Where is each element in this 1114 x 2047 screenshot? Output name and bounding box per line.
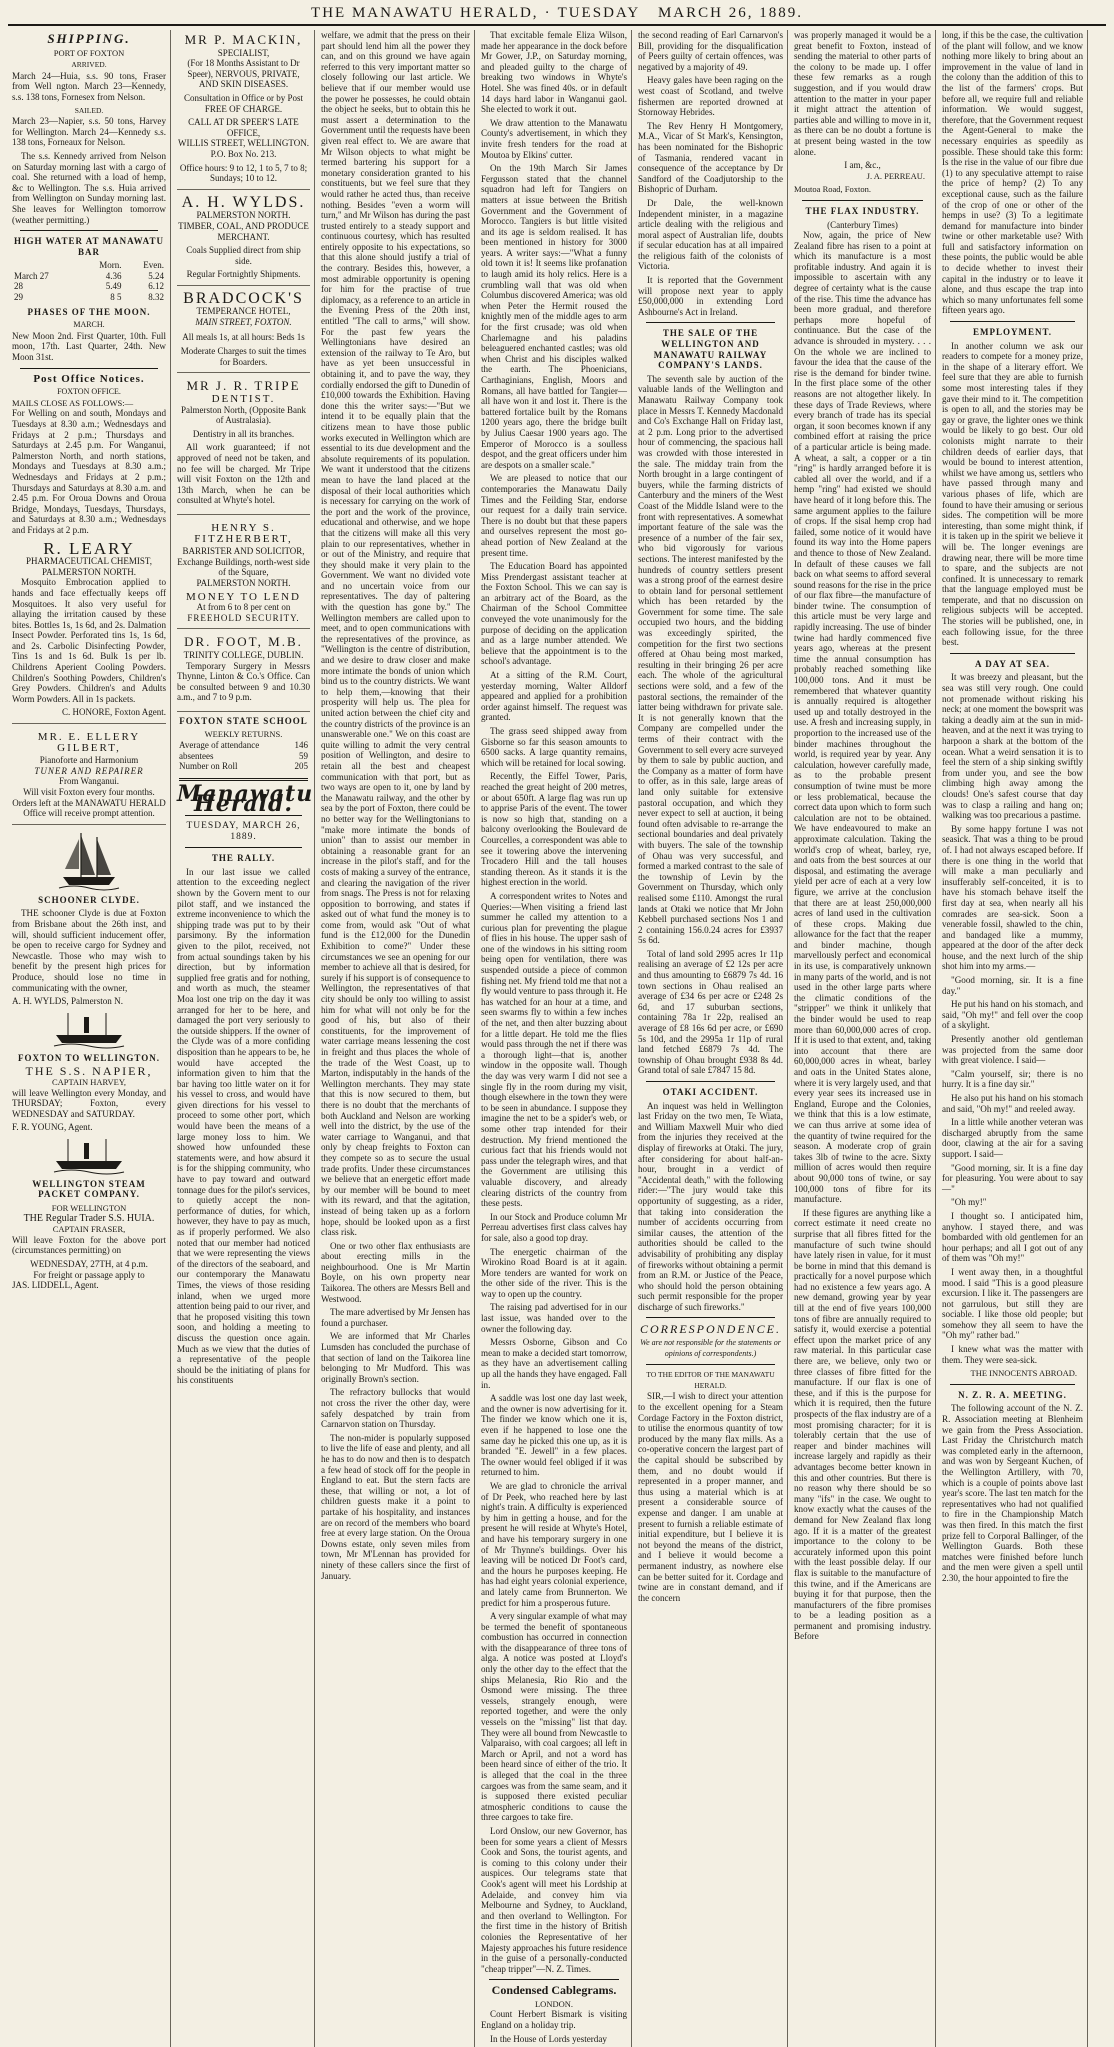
local-item: The non-mider is popularly supposed to live the life of ease and plenty, and all he has to do now and then is to despatch a few head of stock off for the people in England to eat. But the stern facts are these, that willing or not, a lot of children guests make it a point to partake of his hospitality, and instances are on record of the members who board free at every large station. On the Oroua Downs estate, only seven miles from town, Mr M'Lennan has provided for ninety of these callers since the first of January. xyxy=(321,1432,470,1581)
foot-text: Temporary Surgery in Messrs Thynne, Linton & Co.'s Office. Can be consulted between 9 and 10.30 a.m., and 7 to 9 p.m. xyxy=(177,660,310,703)
local-item: The refractory bullocks that would not cross the river the other day, were safely despatched by train from Carnarvon station on Thursday. xyxy=(321,1387,470,1430)
leary-agent: C. HONORE, Foxton Agent. xyxy=(61,707,166,718)
column-6 xyxy=(790,30,936,2047)
wsp-ship: THE Regular Trader S.S. HUIA. xyxy=(23,1212,155,1224)
tide-cell: 29 xyxy=(14,292,23,303)
steamer-illustration xyxy=(54,1011,124,1049)
wylds-place: PALMERSTON NORTH. xyxy=(196,210,291,221)
newspaper-title: THE MANAWATU HERALD, xyxy=(311,4,539,21)
shipping-heading: SHIPPING. xyxy=(47,31,131,46)
ad-foot xyxy=(177,632,310,712)
sea-paragraph: It was breezy and pleasant, but the sea was still very rough. One could not promenade without risking his neck; at one moment the bowsprit was taking a deadly aim at the sun in mid-heaven, and at the next it was trying to harpoon a shark at the bottom of the ocean. What a weird sensation it is to feel the stern of a ship sinking swiftly from under you, and see the bow climbing high away among the clouds! One's safest course that day was to clasp a railing and hang on; walking was too precarious a pastime. xyxy=(942,672,1083,821)
post-office-heading: Post Office Notices. xyxy=(33,372,145,385)
tide-cell: 4.36 xyxy=(105,270,122,281)
clyde-text: THE schooner Clyde is due at Foxton from Brisbane about the 26th inst, and will, should sufficient inducement offer, be open to receive cargo for Sydney and Newcastle. Those who may wish to benefit by the present high prices for Produce, should lose no time in communicating with the owner, xyxy=(12,908,166,993)
school-row xyxy=(177,751,310,762)
divider xyxy=(20,368,158,369)
tide-cell: 5.49 xyxy=(105,281,122,292)
sea-paragraph: "Calm yourself, sir; there is no hurry. It is a fine day sir." xyxy=(942,1068,1083,1090)
mackin-hours: Office hours: 9 to 12, 1 to 5, 7 to 8; Sundays; 10 to 12. xyxy=(179,162,308,184)
tripe-name: MR J. R. TRIPE xyxy=(186,378,301,394)
tide-row xyxy=(12,292,166,303)
rally-heading: THE RALLY. xyxy=(211,853,276,864)
bradcock-meals: All meals 1s, at all hours: Beds 1s xyxy=(182,331,305,342)
gilbert-orders: Orders left at the MANAWATU HERALD Office will receive prompt attention. xyxy=(12,797,166,819)
local-item: Messrs Osborne, Gibson and Co mean to make a decided start tomorrow, as they have an advertisement calling up all the hands they have engaged. Fall in. xyxy=(481,1337,627,1390)
column-7 xyxy=(938,30,1088,2047)
leary-text: Mosquito Embrocation applied to hands and face effectually keeps off Mosquitoes. It also very useful for allaying the irritation caused by these bites. Bottles 1s, 1s 6d, and 2s. Dalmation Insect Powder. Perforated tins 1s, 1s 6d, and 2s. Carbolic Disinfecting Powder, Tins 1s and 1s 6d. Bulk 1s per lb. Childrens Aperient Cooling Powders. Children's Soothing Powders, Children's Grey Powders. Children's and Adults Worm Powders. All in 1s packets. xyxy=(12,577,166,704)
local-item: Lord Onslow, our new Governor, has been for some years a client of Messrs Cook and Sons, the tourist agents, and is coming to this colony under their auspices. Our telegrams state that Cook's agent will meet his Lordship at Adelaide, and convey him via Melbourne and Sydney, to Auckland, and then overland to Wellington. For the first time in the history of British colonies the Representative of her Majesty approaches his future residence in the guise of a personally-conducted "cheap tripper"—N. Z. Times. xyxy=(481,1825,627,1974)
moon-phases-heading: PHASES OF THE MOON. xyxy=(27,306,151,317)
divider xyxy=(185,847,302,848)
wsp-text: Will leave Foxton for the above port (circumstances permitting) on xyxy=(12,1234,166,1256)
cablegram-item: It is reported that the Government will propose next year to apply £50,000,000 in extending Lord Ashbourne's Act in Ireland. xyxy=(638,275,783,317)
divider xyxy=(646,1081,775,1082)
school-heading: FOXTON STATE SCHOOL xyxy=(179,715,308,726)
flax-paragraph: If these figures are anything like a correct estimate it need create no surprise that all fibres fitted for the manufacture of such twine should have lately risen in value, for it must be borne in mind that this demand is practically for a novel purpose which had no existence a few years ago. A new demand, growing year by year till at the end of five years 100,000 tons of fibre are annually required to satisfy it, would exercise a potential effect upon the market price of any raw material. In this particular case there are, we believe, only two or three classes of fibre fitted for the manufacture. If our flax is one of these, and if this is the purpose for which it is required, then the future prospects of the flax industry are of a most promising character; for it is tolerably certain that the use of reaper and binder machines will increase largely and rapidly as their advantages become better known in this and other countries. But there is no reason why there should be so many "ifs" in the case. We ought to know exactly what the causes of the demand for New Zealand flax long ago. If it is a matter of the greatest importance to the colony to be accurately informed upon this point with the least possible delay. If our flax is suitable to the manufacture of this twine, and if the Americans are buying it for that purpose, then the manufacturers of the fibre promises to be a leading position as a permanent and promising industry. Before xyxy=(794,1207,931,1642)
wylds-coal: Coals Supplied direct from ship side. xyxy=(186,245,301,266)
rally-continued: welfare, we admit that the press on their part should lend him all the power they can, and on this ground we have again referred to this very important matter so closely following our last article. We believe that if our member would use the power he possesses, he could obtain the object he seeks, but to obtain this he must assert a determination to the Government until the requests have been given real effect to. We are aware that Mr Wilson objects to what might be termed bartering his support for a monetary consideration granted to his constituents, but we feel sure that they would rather he acted thus, than receive nothing. Besides "even a worm will turn," and Mr Wilson has during the past trusted entirely to a steady support and continuous courtesy, which has resulted entirely opposite to his expectations, so that this alone should justify a trial of the contrary. Besides this, however, a most admirable opportunity is opening for him for the practise of true diplomacy, as a reference to an article in the Evening Press of the 20th inst, entitled "The call to arms," will show. For the past few years the Wellingtonians have desired an extension of the railway to Te Aro, but have as yet been unsuccessful in obtaining it, and to pave the way, they cordially endorsed the gift to Dunedin of £10,000 towards the Exhibition. Having done this the writer says:—"But we intend it to be equally plain that the citizens mean to have those public works executed in Wellington which are essential to its due development and the absolute requirements of its population. We want it understood that the citizens mean to have the land placed at the disposal of their local authorities which is necessary for carrying on the work of the port and the work of the province, educational and otherwise, and we hope that the citizens will make all this very plain to our representatives, whether in or out of the Ministry, and require that they should make it very plain to the Government. We want no divided vote and no uncertain voice from our representatives. The day of paltering with the question has gone by." The Wellington members are called upon to meet, and to open communications with the representatives of the province, as "Wellington is the centre of distribution, and we desire to draw closer and make more intimate the bonds of union which bind us to the country districts. We want to help them,—knowing that their prosperity will help us. The plea for united action between the chief city and the country districts of the province is an unanswerable one." We on this coast are quite willing to admit the very central position of Wellington, and desire to retain all the best and cheapest communication with that port, but as two ways are open to it, one by land by the Manawatu railway, and the other by sea by the port of Foxton, there could be no better way for the Wellingtonians to "make more intimate the bonds of union" than to assist our member in obtaining a reasonable grant for an increase in the pilot's staff, and for the costs of making a survey of the entrance, and clearing the navigation of the river from snags. The Press is not for relaxing opposition to borrowing, and states if asked out of what fund the money is to come from, would ask "Out of what fund is the £12,000 for the Dunedin Exhibition to come?" Under these circumstances we see an opening for our member to achieve all that is desired, for surely if his support is of consequence to Wellington, the representatives of that city should be only too willing to assist him for what will not only be for the good of his, but also of their constituents, for the improvement of water carriage means lessening the cost in freight and thus places the whole of the trade of the West Coast, up to Marton, indisputably in the hands of the Wellington merchants. They may state that this is now secured to them, but there is no doubt that the merchants of both Auckland and Nelson are working well into the district, by the use of the water carriage to Wanganui, and that only by cheap freights to Foxton can they compete so as to secure the usual trade profits. Under these circumstances we believe that an energetic effort made by our member will be bound to meet with its reward, and that the agitation, instead of being taken up as a forlorn hope, should be looked upon as a first class risk. xyxy=(321,30,470,1238)
flax-source: (Canterbury Times) xyxy=(827,219,898,230)
cablegram-item: The Rev Henry H Montgomery, M.A., Vicar of St Mark's, Kensington, has been nominated for the Bishopric of Tasmania, rendered vacant in consequence of the acceptance by Dr Sandford of the Coadjutorship to the Bishopric of Durham. xyxy=(638,120,783,195)
local-item: The mare advertised by Mr Jensen has found a purchaser. xyxy=(321,1307,470,1328)
napier-heading: FOXTON TO WELLINGTON. xyxy=(18,1052,160,1063)
cablegram-item: Dr Dale, the well-known Independent minister, in a magazine article dealing with the religious and moral aspect of Australian life, doubts if secular education has at all impaired the religious faith of the colonists of Victoria. xyxy=(638,197,783,272)
local-item: We are pleased to notice that our contemporaries the Manawatu Daily Times and the Feilding Star, endorse our request for a daily train service. There is no doubt but that these papers and ourselves represent the most go-ahead portion of New Zealand at the present time. xyxy=(481,473,627,558)
cablegrams-heading: Condensed Cablegrams. xyxy=(491,1983,617,1998)
divider xyxy=(489,1979,619,1980)
masthead-day: TUESDAY xyxy=(557,4,641,21)
freehold-security: FREEHOLD SECURITY. xyxy=(187,612,300,623)
foot-name: DR. FOOT, M.B. xyxy=(184,634,303,650)
ad-fitzherbert xyxy=(177,518,310,629)
tide-header-cell xyxy=(12,260,78,271)
divider xyxy=(20,230,158,231)
wsp-for: FOR WELLINGTON xyxy=(51,1203,127,1214)
ad-gilbert xyxy=(12,727,166,825)
railway-sale-paragraph: The seventh sale by auction of the valuable lands of the Wellington and Manawatu Railway Company took place in Messrs T. Kennedy Macdonald and Co's Exchange Hall on Friday last, at 2 p.m. Long prior to the advertised hour of commencing, the spacious hall was crowded with those interested in the sale. The midday train from the North brought in a large contingent of buyers, while the farming districts of Canterbury and the miners of the West Coast of the Middle Island were to the front with representatives. A somewhat important feature of the sale was the presence of a number of the fair sex, who bid vigorously for various sections. The interest manifested by the hundreds of country settlers present was a strong proof of the earnest desire to obtain land for personal settlement which has been retarded by the Government for some time. The sale occupied two hours, and the bidding was exceedingly spirited, the competition for the first two sections offered at Ohau being most marked, resulting in their bringing 26 per acre each. The whole of the agricultural sections were sold, and a few of the pastoral sections, the remainder of the latter being withdrawn for private sale. It is not generally known that the Company are compelled under the terms of their contract with the Government to sell every acre surveyed by them to sale by public auction, and the Company as a matter of form have to offer, as in this sale, large areas of land only suitable for extensive pastoral occupation, and which they never expect to sell at auction, it being found often advisable to re-arrange the sectional boundaries and deal privately with buyers. The sale of the township of Ohau was very successful, and formed a marked contrast to the sale of the township of Levin by the Government on Thursday, which only realised some £110. Amongst the rural lands at Otaki we notice that Mr John Kebbell purchased sections Nos 1 and 2 containing 156.0.24 acres for £3937 5s 6d. xyxy=(638,373,783,946)
column-3 xyxy=(317,30,475,2047)
divider xyxy=(802,200,923,201)
column-4 xyxy=(477,30,632,2047)
cablegram-item: Heavy gales have been raging on the west coast of Scotland, and twelve fishermen are reported drowned at Stornoway Hebrides. xyxy=(638,75,783,118)
moon-phases-text: New Moon 2nd. First Quarter, 10th. Full moon, 17th. Last Quarter, 24th. New Moon 31st. xyxy=(12,330,166,363)
divider xyxy=(950,653,1075,654)
bradcock-name: BRADCOCK'S xyxy=(183,289,304,307)
otaki-heading: OTAKI ACCIDENT. xyxy=(662,1087,759,1097)
divider xyxy=(646,1364,775,1365)
bradcock-address: MAIN STREET, FOXTON. xyxy=(195,317,292,328)
napier-name: THE S.S. NAPIER, xyxy=(25,1064,153,1079)
wylds-name: A. H. WYLDS. xyxy=(181,193,306,211)
letter-address: Moutoa Road, Foxton. xyxy=(794,184,871,195)
schooner-illustration xyxy=(59,829,119,891)
divider xyxy=(950,1384,1075,1385)
local-item: The raising pad advertised for in our last issue, was handed over to the owner the following day. xyxy=(481,1302,627,1334)
mackin-name: MR P. MACKIN, xyxy=(184,32,303,47)
school-returns-table xyxy=(177,740,310,772)
clyde-heading: SCHOONER CLYDE. xyxy=(38,894,140,905)
port-label: PORT OF FOXTON xyxy=(53,47,125,58)
foot-college: TRINITY COLLEGE, DUBLIN. xyxy=(183,649,304,660)
sea-paragraph: In a little while another veteran was discharged abruptly from the same door, clawing at the air for a saving support. I said— xyxy=(942,1117,1083,1159)
wsp-freight: For freight or passage apply to xyxy=(33,1269,145,1280)
newspaper-columns xyxy=(8,30,1106,2044)
flax-heading: THE FLAX INDUSTRY. xyxy=(805,205,920,216)
ad-bradcock xyxy=(177,289,310,374)
fitzherbert-name: HENRY S. FITZHERBERT, xyxy=(194,521,293,545)
cablegram-item: the second reading of Earl Carnarvon's Bill, providing for the disqualification of Peers guilty of certain offences, was negatived by a majority of 49. xyxy=(638,30,783,72)
school-sub: WEEKLY RETURNS. xyxy=(204,729,283,740)
masthead-date: MARCH 26, 1889. xyxy=(657,4,803,21)
local-item: A very singular example of what may be termed the benefit of spontaneous combustion has occurred in connection with the disappearance of three tons of alga. A notice was posted at Lloyd's only the other day to the effect that the ships Melanesia, Rio Rio and the Osmond were missing. The three vessels, strangely enough, were reported together, and were the only vessels on the "missing" list that day. They were all bound from Newcastle to Valparaiso, with coal cargoes; all left in March or April, and not a word has been heard since of either of the trio. It is alleged that the coal in the three cargoes was from the same seam, and it is supposed there existed peculiar atmospheric conditions to cause the three cargoes to take fire. xyxy=(481,1611,627,1823)
tide-cell: 8 5 xyxy=(110,292,122,303)
employment-heading: EMPLOYMENT. xyxy=(972,327,1053,338)
sea-paragraph: I knew what was the matter with them. They were sea-sick. xyxy=(942,1344,1083,1365)
shipping-notes: The s.s. Kennedy arrived from Nelson on Saturday morning last with a cargo of coal. She returned with a load of hemp, &c to Wellington. The s.s. Huia arrived from Wellington on Sunday morning last. She leaves for Wellington tomorrow (weather permitting.) xyxy=(12,150,166,225)
flax-paragraph: Now, again, the price of New Zealand fibre has risen to a point at which its manufacture is a most profitable industry. And again it is impossible to ascertain with any degree of certainty what is the cause of the rise. This time the advance has been more gradual, and therefore perhaps more hopeful of continuance. But the case of the advance is shrouded in mystery. . . . On the whole we are inclined to favour the idea that the cause of the rise is the demand for binder twine. In the first place some of the other reasons are not altogether likely. In these days of Trade Reviews, where every branch of trade has its special organ, it soon becomes known if any combined effort at raising the price of a particular article is being made. A wheat, a salt, a copper or a tin "ring" is hardly arranged before it is cabled all over the world, and if a hemp "ring" had existed we should have heard of it long before this. The same argument applies to the failure of crops. If the sisal hemp crop had failed, some notice of it would have found its way into the Home papers and thence to those of New Zealand. In default of these causes we fall back on what seems to afford several sound reasons for the rise in the price of our flax fibre—the manufacture of binder twine. The consumption of this article must be very large and rapidly increasing. The use of binder twine had hardly commenced five years ago, whereas at the present time the annual consumption has probably reached something like 100,000 tons. And it must be remembered that whatever quantity is annually required is altogether used up and totally destroyed in the use. A fresh and increasing supply, in proportion to the increased use of the binder machines throughout the world, is required year by year. Any calculation, however carefully made, as to the probable present consumption of twine must be more or less problematical, because the correct data upon which to form such calculation are not to be obtained. We have endeavoured to make an approximate calculation. Taking the world's crop of wheat, barley, rye, and oats from the best sources at our disposal, and estimating the average yield per acre of each at a very low figure, we arrive at the conclusion that there are at least 250,000,000 acres of land used in the cultivation of these crops. Making due allowance for the fact that the reaper and binder machine, though marvellously perfect and economical in its use, is comparatively unknown in many parts of the world, and is not used in the other large parts where the climatic conditions of the "stripper" we think it unlikely that the binder would be used to reap more than 60,000,000 acres of crop. If it is used to that extent, and, taking into account that there are 60,000,000 acres in wheat, barley and oats in the United States alone, where it is very largely used, and that every year sees its increased use in England, Europe and the Colonies, we think that this is a low estimate, we can thus arrive at some idea of the quantity of twine required for the season. A moderate crop of grain takes 3lb of twine to the acre. Sixty million of acres would then require about 90,000 tons of twine, or say 100,000 tons of fibre for its manufacture. xyxy=(794,230,931,1205)
bradcock-charges: Moderate Charges to suit the times for Boarders. xyxy=(180,346,307,367)
money-to-lend: MONEY TO LEND xyxy=(185,590,301,603)
mackin-call: CALL AT DR SPEER'S LATE OFFICE, xyxy=(188,117,299,138)
sailed-label: SAILED. xyxy=(74,105,104,115)
sea-paragraph: I thought so. I anticipated him, anyhow. I stayed there, and was bombarded with old gentlemen for an hour perhaps; and all I got out of any of them was "Oh my!" xyxy=(942,1210,1083,1264)
mails-close-label: MAILS CLOSE AS FOLLOWS:— xyxy=(12,397,134,408)
local-item: The energetic chairman of the Wirokino Road Board is at it again. More tenders are wanted for work on the other side of the river. This is the way to open up the country. xyxy=(481,1246,627,1299)
tripe-branches: Dentistry in all its branches. xyxy=(192,428,295,439)
fitzherbert-town: PALMERSTON NORTH. xyxy=(196,577,291,588)
otaki-paragraph: An inquest was held in Wellington last Friday on the two men, Te Wiata, and William Maxwell Muir who died from the injuries they received at the display of fireworks at Otaki. The jury, after considering for about half-an-hour, brought in a verdict of "Accidental death," with the following rider:—"The jury would take this opportunity of suggesting, as a rider, that taking into consideration the number of accidents occurring from similar causes, the attention of the authorities should be called to the advisability of prohibiting any display of fireworks without obtaining a permit from an R.M. or Justice of the Peace, who should hold the person obtaining such permit responsible for the proper discharge of such fireworks." xyxy=(638,1100,783,1312)
mackin-address: WILLIS STREET, WELLINGTON. P.O. Box No. 213. xyxy=(178,138,309,159)
sea-paragraph: He put his hand on his stomach, and said, "Oh my!" and fell over the coop of a skylight. xyxy=(942,999,1083,1031)
correspondence-continued: was properly managed it would be a great benefit to Foxton, instead of sending the material to other parts of the colony to be made up. I offer these few remarks as a rough suggestion, and if you would draw attention to the matter in your paper it might attract the attention of parties able and willing to move in it, as there can be no doubt a fortune is at present being wasted in the tow alone. xyxy=(794,30,931,157)
napier-agent: F. R. YOUNG, Agent. xyxy=(12,1122,93,1133)
tripe-address: Palmerston North, (Opposite Bank of Australasia). xyxy=(181,404,306,426)
cablegram-item: Count Herbert Bismark is visiting England on a holiday trip. xyxy=(481,2009,627,2031)
local-item: We draw attention to the Manawatu County's advertisement, in which they invite fresh tenders for the road at Moutoa by Elkins' cutter. xyxy=(481,117,627,160)
clyde-owner: A. H. WYLDS, Palmerston N. xyxy=(12,996,123,1007)
local-item: The grass seed shipped away from Gisborne so far this season amounts to 6500 sacks. A large quantity remains, which will be retained for local sowing. xyxy=(481,726,627,768)
wylds-trade: TIMBER, COAL, AND PRODUCE MERCHANT. xyxy=(178,220,309,242)
sea-paragraph: Presently another old gentleman was projected from the same door with great violence. I said— xyxy=(942,1034,1083,1066)
tide-header-row xyxy=(12,260,166,271)
gilbert-visit: Will visit Foxton every four months. xyxy=(23,787,155,797)
gilbert-line: Pianoforte and Harmonium xyxy=(39,755,139,766)
leary-title: PHARMACEUTICAL CHEMIST, PALMERSTON NORTH. xyxy=(25,556,152,577)
flax-continued: long, if this be the case, the cultivation of the plant will follow, and we know nothing more likely to bring about an improvement in the value of land in the colony than the addition of this to the list of the farmers' crops. But before all, we require full and reliable information. We would suggest, therefore, that the Government request the Agent-General to make the necessary enquiries as speedily as possible. These should take this form: Is the rise in the value of our fibre due (1) to any speculative attempt to raise the price of hemp? (2) To any exceptional cause, such as the failure of the crop of one or other of the hemps in use? (3) To a legitimate demand for manufacture into binder twine or other marketable use? With full and satisfactory information on these points, the public would be able to decide whether to invest their capital in the industry or to leave it alone, and thus escape the trap into which so many unfortunates fell some fifteen years ago. xyxy=(942,30,1083,316)
masthead-separator xyxy=(646,5,652,22)
arrived-label: ARRIVED. xyxy=(71,60,107,70)
sea-paragraph: By some happy fortune I was not seasick. That was a thing to be proud of. I had not always escaped before. If there is one thing in the world that will make a man peculiarly and insufferably self-conceited, it is to have his stomach behave itself the first day at sea, when nearly all his comrades are sea-sick. Soon a venerable fossil, shawled to the chin, and bandaged like a mummy, appeared at the door of the after deck house, and the next lurch of the ship shot him into my arms.— xyxy=(942,823,1083,972)
ad-tripe xyxy=(177,376,310,515)
post-office-sub: FOXTON OFFICE. xyxy=(57,387,121,397)
correspondence-letter: SIR,—I wish to direct your attention to the excellent opening for a Steam Cordage Factory in the Foxton district, to utilise the enormous quantity of tow produced by the many flax mills. As a co-operative concern the largest part of the capital should be subscribed by them, and no doubt would if represented in a proper manner, and thus using a material which is at present a considerable source of expense and danger. I am unable at present to furnish a reliable estimate of initial expenditure, but I believe it is not beyond the means of the district, and I believe it would become a permanent industry, as nowhere else can be better suited for it. Cordage and twine are in constant demand, and if the concern xyxy=(638,1391,783,1603)
cablegrams-dateline: LONDON. xyxy=(534,1998,573,2009)
local-item: Recently, the Eiffel Tower, Paris, reached the great height of 200 metres, or about 650ft. A large flag was run up to apprise Paris of the event. The tower is now so high that, standing on a balcony overlooking the Boulevard de Courcelles, a correspondent was able to see it towering above the intervening Trocadero Hill and the tall houses standing thereon. As it stands it is the highest erection in the world. xyxy=(481,771,627,888)
fitzherbert-title: BARRISTER AND SOLICITOR, xyxy=(182,546,305,557)
rally-paragraph: In our last issue we called attention to the exceeding neglect shown by the Govern ment to our pilot staff, and we instanced the extreme inconvenience to which the shipping trade was put to by their parsimony. By the information given to the pilot, received, not from actual soundings taken by his direction, but by information supplied free gratis and for nothing, and worth as much, the steamer Moa lost one trip on the day it was arranged for her to be here, and damaged the port very seriously to the outside shippers. If the owner of the Clyde was of a more confiding disposition than he appears to be, he would have accepted the information given to him that the bar having too little water on it for his vessel to cross, and would have given directions for his vessel to proceed to some other port, which would have been the means of a large money loss to him. We showed how unfounded these statements were, and how absurd it is for the shipping community, who have to pay toward and outward tonnage dues for the pilot's services, to quietly accept the non-performance of duties, for which, however, they have to pay as much, as if properly performed. We also noted that our member had noticed that we were representing the views of the directors of the seaboard, and our contemporary the Manawatu Times, the views of those residing inland, when we urged more attention being paid to our river, and that he proposed visiting this town soon, and holding a meeting to discuss the question once again. Much as we view that the duties of a representative of the people should be the initiating of plans for his constituents xyxy=(177,866,310,1386)
editorial-dateline: TUESDAY, MARCH 26, 1889. xyxy=(186,821,301,842)
ad-wylds xyxy=(177,193,310,286)
wylds-shipments: Regular Fortnightly Shipments. xyxy=(186,269,301,280)
local-item: On the 19th March Sir James Fergusson stated that the channel squadron had left for Tangiers on matters at issue between the British Government and the Government of Morocco. Tangiers is but little visited and its age is seldom realised. It has been mentioned in history for 3000 years. A writer says:—"What a funny old town it is! It seems like profanation to laugh amid its holy relics. Here is a crumbling wall that was old when Columbus discovered America; was old when Peter the Hermit roused the knightly men of the middle ages to arm for the first crusade; was old when Charlemagne and his paladins beleaguered enchanted castles; was old when Christ and his disciples walked the earth. The Phoenicians, Carthaginians, English, Moors and Romans, all have battled for Tangier—all have won it and lost it. There is the battered fortalice built by the Romans 1200 years ago, there the bridge built by Julius Caesar 1900 years ago. The Emperor of Morocco is a soulless despot, and the great officers under him are despots on a smaller scale." xyxy=(481,163,627,470)
school-value: 205 xyxy=(294,761,308,772)
gilbert-name: MR. E. ELLERY GILBERT, xyxy=(37,731,141,754)
tripe-title: DENTIST. xyxy=(211,393,276,406)
tide-heading: HIGH WATER AT MANAWATU BAR xyxy=(14,236,164,257)
sea-paragraph: "Oh my!" xyxy=(951,1197,987,1208)
railway-sale-heading: THE SALE OF THE WELLINGTON AND MANAWATU RAILWAY COMPANY'S LANDS. xyxy=(653,328,768,371)
column-5 xyxy=(634,30,788,2047)
leary-name: R. LEARY xyxy=(43,538,135,558)
cablegram-item: In the House of Lords yesterday xyxy=(490,2033,607,2044)
divider xyxy=(646,322,775,323)
newspaper-flag: Manawatu Herald. xyxy=(177,780,314,818)
sailed-text: March 23—Napier, s.s. 50 tons, Harvey for Wellington. March 24—Kennedy s.s. 138 tons, Forneaux for Nelson. xyxy=(12,116,166,148)
local-item: In our Stock and Produce column Mr Perreau advertises first class calves hay for sale, also a good top dray. xyxy=(481,1211,627,1243)
bradcock-title: TEMPERANCE HOTEL, xyxy=(196,306,291,317)
tripe-text: All work guaranteed; if not approved of need not be taken, and no fee will be charged. Mr Tripe will visit Foxton on the 12th and 13th March, when he can be consulted at Whyte's hotel. xyxy=(177,442,310,506)
letter-signoff: I am, &c., xyxy=(844,160,881,171)
money-rate: At from 6 to 8 per cent on xyxy=(196,602,291,613)
correspondence-heading: CORRESPONDENCE. xyxy=(640,1322,781,1337)
mackin-consult: Consultation in Office or by Post FREE OF CHARGE. xyxy=(183,92,304,114)
school-label: absentees xyxy=(179,750,214,761)
local-item: At a sitting of the R.M. Court, yesterday morning, Walter Alldorf appeared and applied for a prohibition order against himself. The request was granted. xyxy=(481,670,627,723)
tide-cell: 8.32 xyxy=(148,292,164,303)
sea-paragraph: "Good morning, sir. It is a fine day for pleasuring. You were about to say—" xyxy=(942,1162,1083,1194)
gilbert-from: From Wanganui. xyxy=(58,776,120,787)
wsp-date: WEDNESDAY, 27TH, at 4 p.m. xyxy=(30,1259,148,1270)
napier-text: will leave Wellington every Monday, and THURSDAY; Foxton, every WEDNESDAY and SATURDAY. xyxy=(12,1087,166,1119)
school-label: Average of attendance xyxy=(179,740,260,751)
moon-phases-month: MARCH. xyxy=(73,320,105,330)
masthead-separator: · xyxy=(544,4,552,21)
tide-cell: 28 xyxy=(14,281,23,292)
arrived-text: March 24—Huia, s.s. 90 tons, Fraser from Well ngton. March 23—Kennedy, s.s. 138 tons, Fornesex from Nelson. xyxy=(12,70,166,102)
local-item: We are informed that Mr Charles Lumsden has concluded the purchase of that section of land on the Taikorea line belonging to Mr Mudford. This was originally Brown's section. xyxy=(321,1331,470,1384)
tide-cell: March 27 xyxy=(14,270,49,281)
day-at-sea-heading: A DAY AT SEA. xyxy=(974,658,1051,669)
tide-header-cell: Morn. xyxy=(99,260,122,271)
school-value: 146 xyxy=(294,740,308,751)
masthead xyxy=(8,2,1106,26)
steamer-illustration xyxy=(54,1137,124,1175)
divider xyxy=(950,321,1075,322)
mackin-title: SPECIALIST, xyxy=(217,47,270,58)
ad-leary xyxy=(12,539,166,725)
tide-table xyxy=(12,260,166,302)
local-item: A saddle was lost one day last week, and the owner is now advertising for it. The finder we know which one it is, even if he happened to lose one the same day he picked this one up, as it is branded "E. Jewell" in a few places. The owner would feel obliged if it was returned to him. xyxy=(481,1393,627,1478)
mails-text: For Welling on and south, Mondays and Tuesdays at 8.30 a.m.; Wednesdays and Fridays at 2 p.m.; Thursdays and Saturdays at 2.45 p.m. For Wanganui, Palmerston North, and north stations, Mondays and Tuesdays at 8.30 a.m.; Wednesdays and Fridays at 2 p.m.; Thursdays and Saturdays at 8.30 a.m. and 2.45 p.m. For Oroua Downs and Oroua Bridge, Mondays, Tuesdays, Thursdays, and Saturdays at 8.30 a.m.; Wednesdays and Fridays at 2 p.m. xyxy=(12,408,166,535)
sea-paragraph: He also put his hand on his stomach and said, "Oh my!" and reeled away. xyxy=(942,1093,1083,1114)
local-item: One or two other flax enthusiasts are about erecting mills in the neighbourhood. One is Mr Martin Boyle, on his own property near Taikorea. The others are Messrs Bell and Westwood. xyxy=(321,1240,470,1304)
school-label: Number on Roll xyxy=(179,761,238,772)
gilbert-trade: TUNER AND REPAIRER xyxy=(34,765,144,776)
tide-cell: 5.24 xyxy=(148,270,164,281)
sea-paragraph: "Good morning, sir. It is a fine day." xyxy=(942,975,1083,996)
tide-row xyxy=(12,281,166,292)
letter-signature: J. A. PERREAU. xyxy=(866,170,925,181)
railway-sale-paragraph: Total of land sold 2995 acres 1r 11p realising an average of £2 12s per acre and thus amounting to £6879 7s 4d. 16 town sections in Ohau realised an average of £34 6s per acre or £248 2s 6d, and 17 suburban sections, containing 78a 1r 22p, realised an average of £8 16s 6d per acre, or £690 5s 10d, and the 2995a 1r 11p of rural land fetched £6879 7s 4d. The township of Ohau brought £938 8s 4d. Grand total of sale £7847 15 8d. xyxy=(638,948,783,1076)
tide-cell: 6.12 xyxy=(148,281,164,292)
wsp-heading: WELLINGTON STEAM PACKET COMPANY. xyxy=(32,1178,146,1200)
tide-header-cell: Even. xyxy=(143,260,164,271)
school-value: 59 xyxy=(299,750,308,761)
sea-paragraph: I went away then, in a thoughtful mood. I said "This is a good pleasure excursion. I like it. The passengers are not garrulous, but still they are sociable. I like those old people; but somehow they all seem to have the "Oh my" rather bad." xyxy=(942,1266,1083,1341)
wsp-agent: JAS. LIDDELL, Agent. xyxy=(12,1280,99,1291)
fitzherbert-address: Exchange Buildings, north-west side of the Square, xyxy=(177,556,310,578)
tide-row xyxy=(12,271,166,282)
wsp-captain: CAPTAIN FRASER, xyxy=(52,1224,126,1235)
local-item: The Education Board has appointed Miss Prendergast assistant teacher at the Foxton School. This we can say is an arbitrary act of the Board, as the Chairman of the School Committee conveyed the vote unanimously for the purpose of deciding on the application and as a large number attended. We believe that the appointment is to the school's advantage. xyxy=(481,561,627,667)
local-item: A correspondent writes to Notes and Queries:—When visiting a friend last summer he called my attention to a curious plan for preventing the plague of flies in his house. The upper sash of one of the windows in his sitting room being open for ventilation, there was suspended outside a piece of common fishing net. My friend told me that not a fly would venture to pass through it. He has watched for an hour at a time, and seen swarms fly to within a few inches of the net, and then alter buzzing about for a little depart. He told me the flies would pass through the net if there was a thorough light—that is, another window in the opposite wall. Though the day was very warm I did not see a single fly in the room during my visit, though elsewhere in the town they were to be seen in abundance. I suppose they imagine the net to be a spider's web, or some other trap intended for their destruction. My friend mentioned the curious fact that his friends would not pass under the telegraph wires, and that the Government are utilising this valuable discovery, and already clearing districts of the country from these pests. xyxy=(481,890,627,1209)
nzra-paragraph: The following account of the N. Z. R. Association meeting at Blenheim we gain from the Press Association. Last Friday the Christchurch match was completed early in the afternoon, and was won by Sergeant Kuchen, of the Wellington Artillery, with 70, which is a couple of points above last year's score. The last ten match for the representatives who had not qualified to fire in the Championship Match was then fired. In this match the first prize fell to Corporal Ballinger, of the Wellington Guards. Both these matches were finished before lunch and the men were given a spell until 2.30, the hour appointed to fire the xyxy=(942,1403,1083,1583)
sea-signature: THE INNOCENTS ABROAD. xyxy=(970,1368,1077,1379)
column-2 xyxy=(173,30,315,2047)
correspondence-to: TO THE EDITOR OF THE MANAWATU HERALD. xyxy=(646,1370,775,1390)
divider xyxy=(646,1317,775,1318)
school-row xyxy=(177,761,310,772)
nzra-heading: N. Z. R. A. MEETING. xyxy=(958,1389,1067,1400)
school-row xyxy=(177,740,310,751)
mackin-sub: (For 18 Months Assistant to Dr Speer), NERVOUS, PRIVATE, AND SKIN DISEASES. xyxy=(187,58,300,90)
napier-captain: CAPTAIN HARVEY, xyxy=(51,1076,127,1087)
local-item: That excitable female Eliza Wilson, made her appearance in the dock before Mr Gower, J.P., on Saturday morning, and pleaded guilty to the charge of breaking two windows in Whyte's Hotel. She was fined 40s. or in default 14 days hard labor in Wanganui gaol. She elected to work it out. xyxy=(481,30,627,115)
ad-mackin xyxy=(177,30,310,190)
correspondence-note: We are not responsible for the statements or opinions of correspondents.) xyxy=(640,1338,781,1358)
column-1 xyxy=(8,30,171,2047)
employment-paragraph: In another column we ask our readers to compete for a money prize, in the shape of a literary effort. We feel sure that they are able to furnish some most interesting tales if they gave their mind to it. The competition is open to all, and the stories may be gay or grave, the lighter ones we think would be likely to go best. Our old colonists might narrate to their children deeds of earlier days, that would be bound to interest attention, whilst we have among us, settlers who have passed through many and various phases of life, which are found to have their amusing or serious sides. The competition will be more interesting, than some might think, if it is taken up in the spirit we believe it will be. The longer evenings are drawing near, there will be more time to spare, and the subjects are not confined. It is unnecessary to remark that the language employed must be temperate, and that no discussion on religious subjects will be accepted. The stories will be published, one, in each following issue, for the three best. xyxy=(942,340,1083,648)
local-item: We are glad to chronicle the arrival of Dr Peek, who reached here by last night's train. A difficulty is experienced by him in getting a house, and for the present he will reside at Whyte's Hotel, and have his temporary surgery in one of Mr Thynne's buildings. Over his leaving will be noticed Dr Foot's card, and the hours he purposes keeping. He has had eight years colonial experience, and lately came from Brunnerton. We predict for him a prosperous future. xyxy=(481,1480,627,1608)
